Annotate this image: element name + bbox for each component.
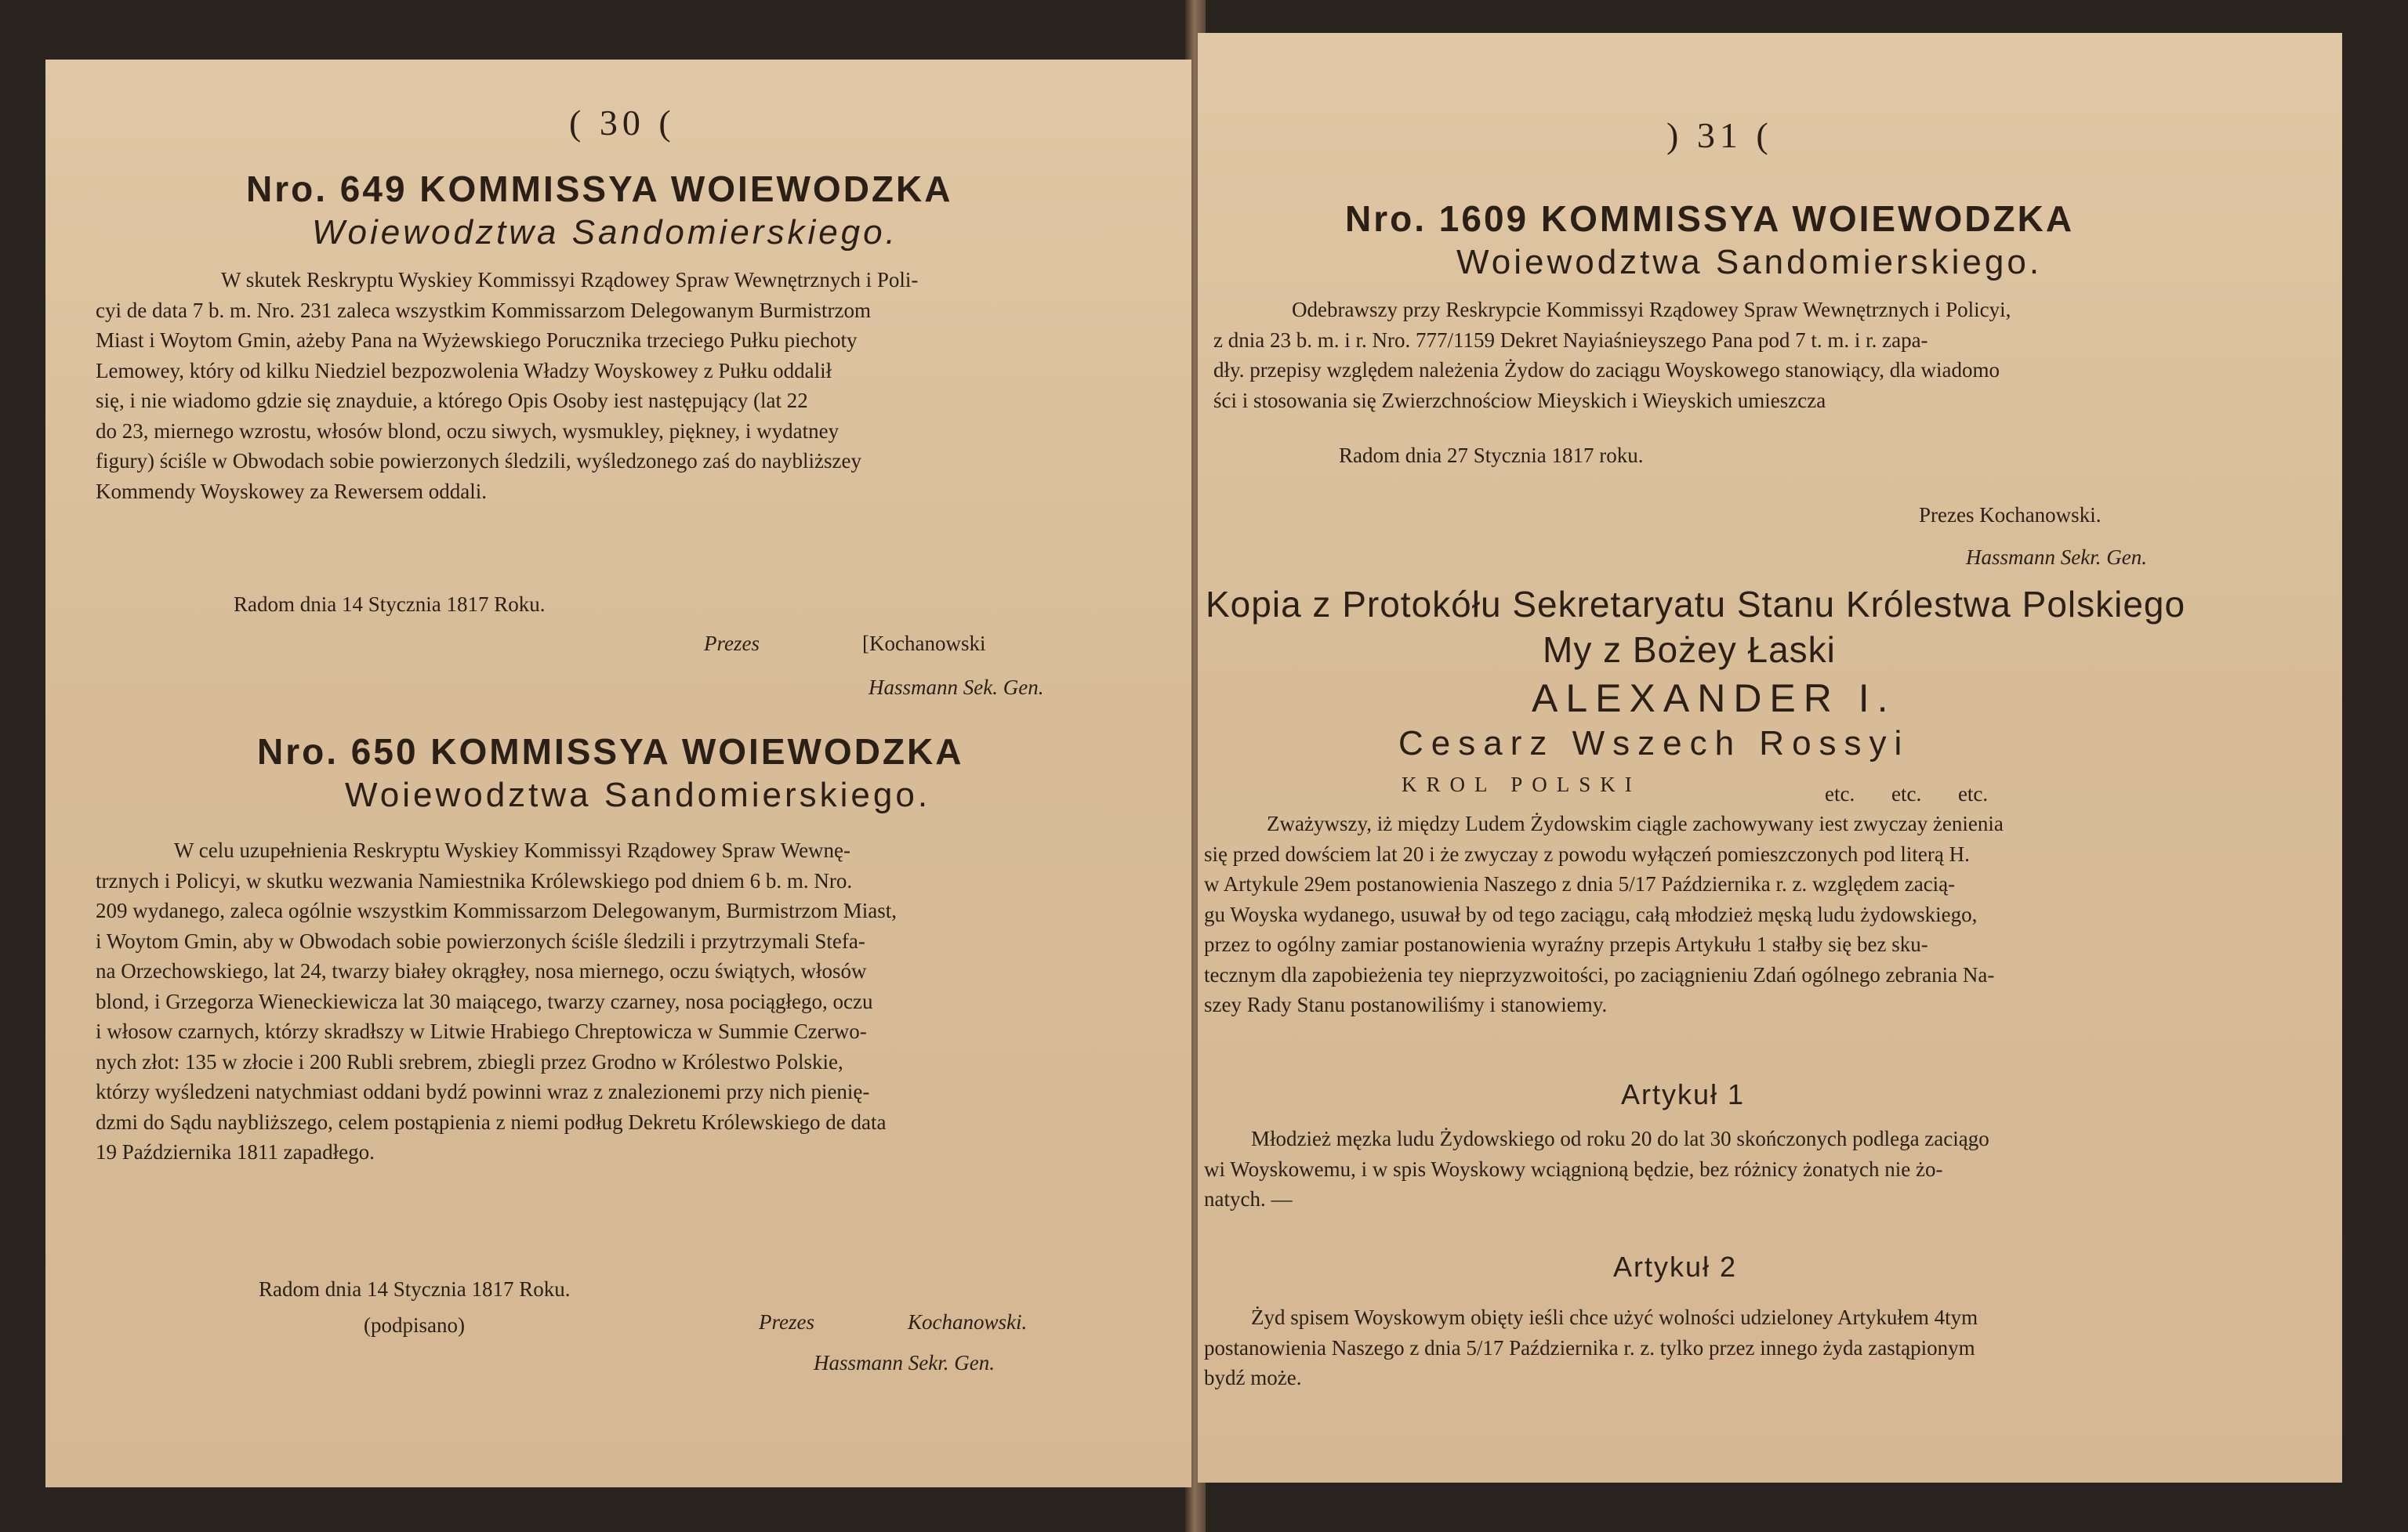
prezes-name: [Kochanowski	[862, 632, 986, 655]
my-heading: My z Bożey Łaski	[1543, 629, 1836, 670]
text-line: trznych i Policyi, w skutku wezwania Namiestnika Królewskiego pod dniem 6 b. m. Nro.	[96, 868, 853, 893]
podpisano: (podpisano)	[364, 1313, 465, 1337]
secretary-name: Hassmann Sekr. Gen.	[814, 1351, 995, 1374]
text-line: 19 Października 1811 zapadłego.	[96, 1140, 375, 1164]
text-line: się, i nie wiadomo gdzie się znayduie, a którego Opis Osoby iest następujący (lat 22	[96, 389, 808, 412]
text-line: ści i stosowania się Zwierzchnościow Mieyskich i Wieyskich umieszcza	[1213, 388, 1826, 412]
text-line: szey Rady Stanu postanowiliśmy i stanowiemy.	[1204, 993, 1608, 1016]
text-line: przez to ogólny zamiar postanowienia wyraźny przepis Artykułu 1 stałby się bez sku-	[1204, 933, 1928, 956]
text-line: tecznym dla zapobieżenia tey nieprzyzwoitości, po zaciągnieniu Zdań ogólnego zebrania Na-	[1204, 962, 1995, 987]
decree-body	[1204, 809, 2317, 1020]
text-line: Odebrawszy przy Reskrypcie Kommissyi Rządowey Spraw Wewnętrznych i Policyi,	[1292, 298, 2011, 321]
notice-subheading: Woiewodztwa Sandomierskiego.	[1456, 243, 2043, 281]
prezes-label: Prezes	[759, 1310, 814, 1334]
notice-body	[1213, 295, 2311, 415]
notice-heading: Nro. 1609 KOMMISSYA WOIEWODZKA	[1345, 198, 2075, 239]
text-line: nych złot: 135 w złocie i 200 Rubli srebrem, zbiegli przez Grodno w Królestwo Polskie,	[96, 1049, 843, 1074]
page-number: ( 30 (	[569, 103, 676, 143]
notice-heading: Nro. 650 KOMMISSYA WOIEWODZKA	[257, 731, 964, 772]
left-page	[45, 60, 1191, 1487]
text-line: i włosow czarnych, którzy skradłszy w Litwie Hrabiego Chreptowicza w Summie Czerwo-	[96, 1020, 867, 1043]
text-line: z dnia 23 b. m. i r. Nro. 777/1159 Dekret Nayiaśnieyszego Pana pod 7 t. m. i r. zapa-	[1213, 328, 1928, 352]
text-line: Żyd spisem Woyskowym obięty ieśli chce użyć wolności udzieloney Artykułem 4tym	[1251, 1306, 1978, 1329]
text-line: do 23, miernego wzrostu, włosów blond, oczu siwych, wysmukley, piękney, i wydatney	[96, 418, 840, 443]
text-line: postanowienia Naszego z dnia 5/17 Października r. z. tylko przez innego żyda zastąpionym	[1204, 1335, 1975, 1360]
text-line: Miast i Woytom Gmin, ażeby Pana na Wyżewskiego Porucznika trzeciego Pułku piechoty	[96, 328, 858, 352]
notice-body	[96, 835, 1217, 1168]
article-body	[1204, 1302, 2317, 1393]
text-line: w Artykule 29em postanowienia Naszego z dnia 5/17 Października r. z. względem zacią-	[1204, 872, 1956, 896]
alexander-heading: ALEXANDER I.	[1532, 676, 1896, 720]
text-line: dzmi do Sądu naybliższego, celem postąpienia z niemi podług Dekretu Królewskiego de data	[96, 1110, 887, 1134]
text-line: 209 wydanego, zaleca ogólnie wszystkim Kommissarzom Delegowanym, Burmistrzom Miast,	[96, 899, 898, 922]
notice-date: Radom dnia 14 Stycznia 1817 Roku.	[234, 592, 546, 616]
text-line: blond, i Grzegorza Wieneckiewicza lat 30 maiącego, twarzy czarney, nosa pociągłego, oczu	[96, 989, 873, 1013]
text-line: gu Woyska wydanego, usuwał by od tego zaciągu, całą młodzież męską ludu żydowskiego,	[1204, 902, 1978, 926]
text-line: dły. przepisy względem należenia Żydow do zaciągu Woyskowego stanowiący, dla wiadomo	[1213, 358, 2000, 382]
text-line: natych. —	[1204, 1187, 1293, 1211]
text-line: wi Woyskowemu, i w spis Woyskowy wciągnioną będzie, bez różnicy żonatych nie żo-	[1204, 1157, 1943, 1181]
notice-heading: Nro. 649 KOMMISSYA WOIEWODZKA	[246, 168, 953, 209]
etc-text: etc. etc. etc.	[1825, 782, 1989, 806]
text-line: którzy wyśledzeni natychmiast oddani bydź powinni wraz z znalezionemi przy nich pienię-	[96, 1080, 870, 1103]
notice-subheading: Woiewodztwa Sandomierskiego.	[312, 213, 898, 252]
prezes-name: Kochanowski.	[908, 1310, 1028, 1334]
cesarz-heading: Cesarz Wszech Rossyi	[1398, 724, 1910, 762]
text-line: W celu uzupełnienia Reskryptu Wyskiey Kommissyi Rządowey Spraw Wewnę-	[174, 838, 851, 862]
text-line: Młodzież męzka ludu Żydowskiego od roku 20 do lat 30 skończonych podlega zaciągo	[1251, 1127, 1989, 1150]
text-line: cyi de data 7 b. m. Nro. 231 zaleca wszystkim Kommissarzom Delegowanym Burmistrzom	[96, 298, 872, 322]
notice-body	[96, 265, 1217, 506]
text-line: na Orzechowskiego, lat 24, twarzy białey okrągłey, nosa miernego, oczu świątych, włosów	[96, 959, 867, 983]
notice-date: Radom dnia 14 Stycznia 1817 Roku.	[259, 1277, 571, 1301]
secretary-name: Hassmann Sek. Gen.	[869, 675, 1044, 699]
text-line: Lemowey, który od kilku Niedziel bezpozwolenia Władzy Woyskowey z Pułku oddalił	[96, 358, 832, 382]
article-body	[1204, 1124, 2317, 1215]
krol-heading: KROL POLSKI	[1402, 773, 1641, 796]
kopia-heading: Kopia z Protokółu Sekretaryatu Stanu Królestwa Polskiego	[1206, 584, 2186, 625]
article-title: Artykuł 1	[1621, 1078, 1746, 1110]
text-line: figury) ściśle w Obwodach sobie powierzonych śledzili, wyśledzonego zaś do naybliższey	[96, 449, 861, 473]
secretary-name: Hassmann Sekr. Gen.	[1966, 545, 2147, 569]
notice-subheading: Woiewodztwa Sandomierskiego.	[345, 776, 931, 814]
text-line: Zważywszy, iż między Ludem Żydowskim ciągle zachowywany iest zwyczay żenienia	[1267, 812, 2004, 835]
prezes-label: Prezes	[704, 632, 760, 655]
right-page	[1198, 33, 2342, 1483]
text-line: i Woytom Gmin, aby w Obwodach sobie powierzonych ściśle śledzili i przytrzymali Stefa-	[96, 929, 865, 953]
page-number: ) 31 (	[1666, 115, 1773, 155]
notice-date: Radom dnia 27 Stycznia 1817 roku.	[1339, 444, 1644, 467]
article-title: Artykuł 2	[1613, 1251, 1738, 1283]
text-line: bydź może.	[1204, 1366, 1302, 1389]
text-line: się przed dowściem lat 20 i że zwyczay z powodu wyłączeń pomieszczonych pod literą H.	[1204, 842, 1970, 866]
text-line: Kommendy Woyskowey za Rewersem oddali.	[96, 479, 487, 503]
text-line: W skutek Reskryptu Wyskiey Kommissyi Rządowey Spraw Wewnętrznych i Poli-	[221, 268, 919, 292]
prezes-name: Prezes Kochanowski.	[1919, 503, 2102, 527]
